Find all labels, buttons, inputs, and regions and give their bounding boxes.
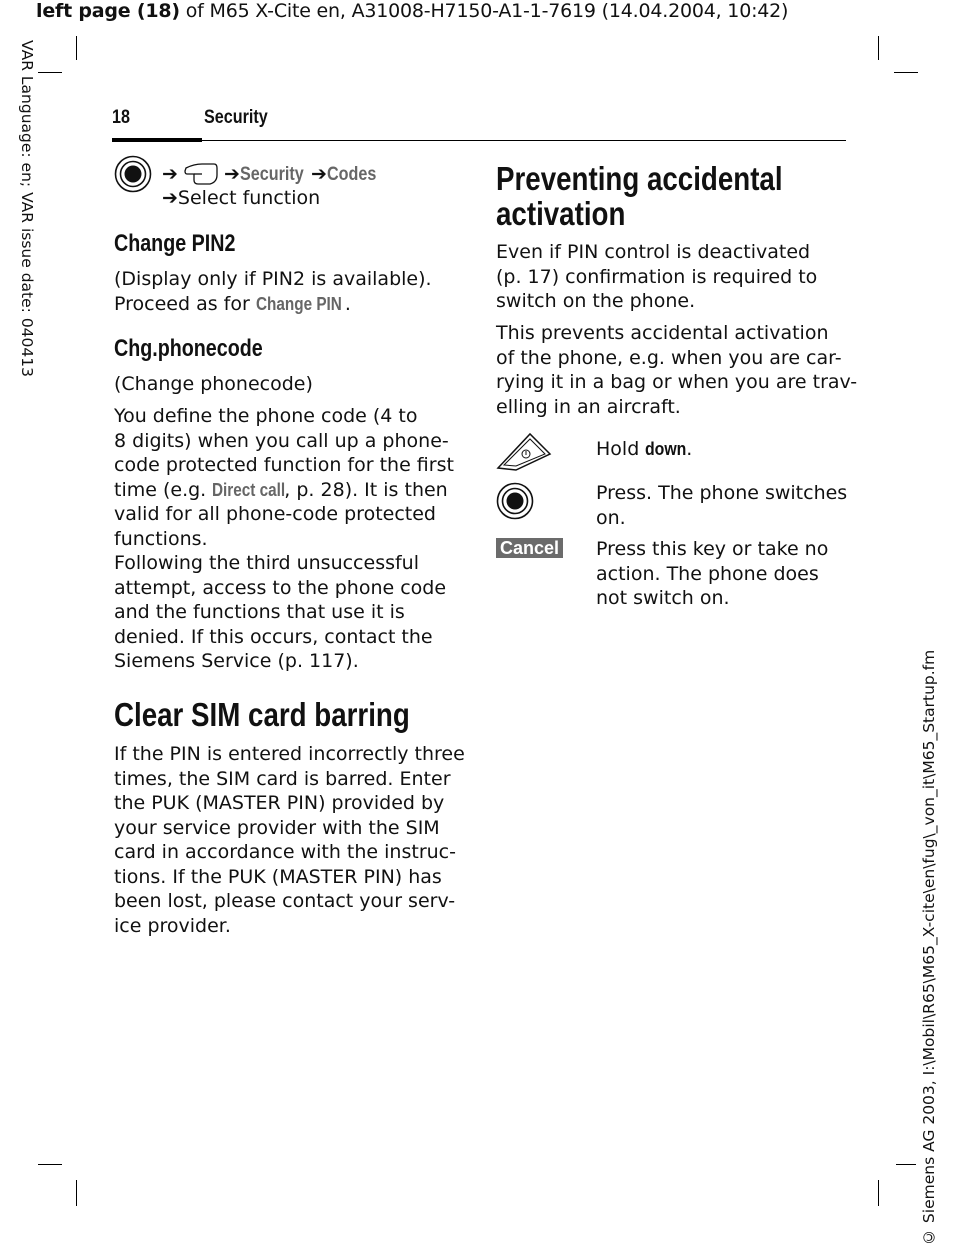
nav-path xyxy=(162,160,385,188)
body-line: valid for all phone-code protected xyxy=(114,503,436,525)
body-line: 8 digits) when you call up a phone- xyxy=(114,429,449,452)
body-line: times, the SIM card is barred. Enter xyxy=(114,767,451,790)
crop-mark xyxy=(38,72,62,73)
clear-sim-body xyxy=(114,742,464,938)
key-down-label: down xyxy=(645,439,687,459)
change-pin-link: Change PIN xyxy=(255,293,342,314)
body-line: of the phone, e.g. when you are car- xyxy=(496,346,842,369)
print-header-bold: left page (18) xyxy=(36,0,180,22)
direct-call-link: Direct call xyxy=(212,479,286,500)
chg-phonecode-heading: Chg.phonecode xyxy=(114,335,263,362)
side-language-note: VAR Language: en; VAR issue date: 040413 xyxy=(18,40,36,377)
joystick-icon xyxy=(114,155,152,193)
body-line: switch on the phone. xyxy=(496,290,696,312)
body-line: Following the third unsuccessful xyxy=(114,552,420,574)
clear-sim-heading: Clear SIM card barring xyxy=(114,696,410,733)
step-text: . xyxy=(686,438,693,460)
joystick-icon xyxy=(496,482,534,520)
crop-mark xyxy=(878,36,879,60)
menu-icon xyxy=(184,160,218,186)
header-rule xyxy=(112,140,846,141)
page-number: 18 xyxy=(112,107,130,128)
body-line: ice provider. xyxy=(114,914,231,937)
body-text: time (e.g. xyxy=(114,478,213,501)
crop-mark xyxy=(38,1164,62,1165)
step-text: Hold xyxy=(596,438,646,460)
body-line: This prevents accidental activation xyxy=(496,322,829,344)
nav-step-codes: Codes xyxy=(326,164,377,185)
print-header-rest: of M65 X-Cite en, A31008-H7150-A1-1-7619 (14.04.2004, 10:42) xyxy=(179,0,789,22)
body-line xyxy=(114,478,464,503)
change-pin2-heading: Change PIN2 xyxy=(114,230,236,257)
step-line: Press this key or take no xyxy=(596,538,829,560)
chg-phonecode-sub: (Change phonecode) xyxy=(114,373,313,395)
body-line: Siemens Service (p. 117). xyxy=(114,650,359,672)
step-line: Press. The phone switches xyxy=(596,482,848,504)
side-file-path: © Siemens AG 2003, I:\Mobil\R65\M65_X-cite\en\fug\_von_it\M65_Startup.fm xyxy=(920,649,938,1246)
step-hold-down xyxy=(596,437,692,462)
prevent-para2 xyxy=(496,321,858,419)
body-line: tions. If the PUK (MASTER PIN) has xyxy=(114,865,442,888)
crop-mark xyxy=(878,1180,879,1206)
nav-step-select-label: Select function xyxy=(177,187,321,209)
print-header-line xyxy=(36,0,788,22)
change-pin2-text-a: (Display only if PIN2 is available). Proceed as for xyxy=(114,268,432,315)
body-line: elling in an aircraft. xyxy=(496,395,681,418)
nav-step-select xyxy=(162,186,320,211)
crop-mark xyxy=(894,72,918,73)
nav-arrow: ➔ xyxy=(224,163,240,185)
prevent-heading-line2: activation xyxy=(496,195,626,232)
crop-mark xyxy=(896,1164,916,1165)
step-line: not switch on. xyxy=(596,587,730,609)
body-line: functions. xyxy=(114,527,208,550)
body-line: the PUK (MASTER PIN) provided by xyxy=(114,792,445,814)
step-cancel xyxy=(596,537,828,611)
body-line: (p. 17) confirmation is required to xyxy=(496,265,818,288)
body-line: your service provider with the SIM xyxy=(114,816,440,839)
body-line: rying it in a bag or when you are trav- xyxy=(496,371,858,393)
cancel-softkey-label: Cancel xyxy=(496,538,563,558)
change-pin2-text-b: . xyxy=(344,292,351,315)
section-title: Security xyxy=(204,107,268,128)
body-line: attempt, access to the phone code xyxy=(114,576,447,599)
body-line: and the functions that use it is xyxy=(114,601,405,623)
end-key-icon xyxy=(496,432,552,472)
nav-arrow: ➔ xyxy=(162,187,178,209)
cancel-softkey xyxy=(496,537,563,560)
step-line: on. xyxy=(596,506,626,529)
nav-arrow: ➔ xyxy=(162,163,178,185)
crop-mark xyxy=(76,36,77,60)
body-line: denied. If this occurs, contact the xyxy=(114,625,433,648)
body-line: Even if PIN control is deactivated xyxy=(496,241,811,263)
step-press-joystick xyxy=(596,481,847,530)
nav-arrow: ➔ xyxy=(310,163,327,185)
body-line: You define the phone code (4 to xyxy=(114,405,418,427)
body-line: been lost, please contact your serv- xyxy=(114,890,456,912)
nav-step-security: Security xyxy=(239,164,304,185)
body-line: If the PIN is entered incorrectly three xyxy=(114,743,465,765)
chg-phonecode-body xyxy=(114,404,464,674)
prevent-heading-line1: Preventing accidental xyxy=(496,160,783,197)
body-line: code protected function for the first xyxy=(114,454,454,476)
body-line: card in accordance with the instruc- xyxy=(114,841,456,863)
crop-mark xyxy=(76,1180,77,1206)
prevent-para1 xyxy=(496,240,846,314)
change-pin2-text xyxy=(114,267,444,316)
body-text: , p. 28). It is then xyxy=(284,478,448,501)
step-line: action. The phone does xyxy=(596,562,819,585)
